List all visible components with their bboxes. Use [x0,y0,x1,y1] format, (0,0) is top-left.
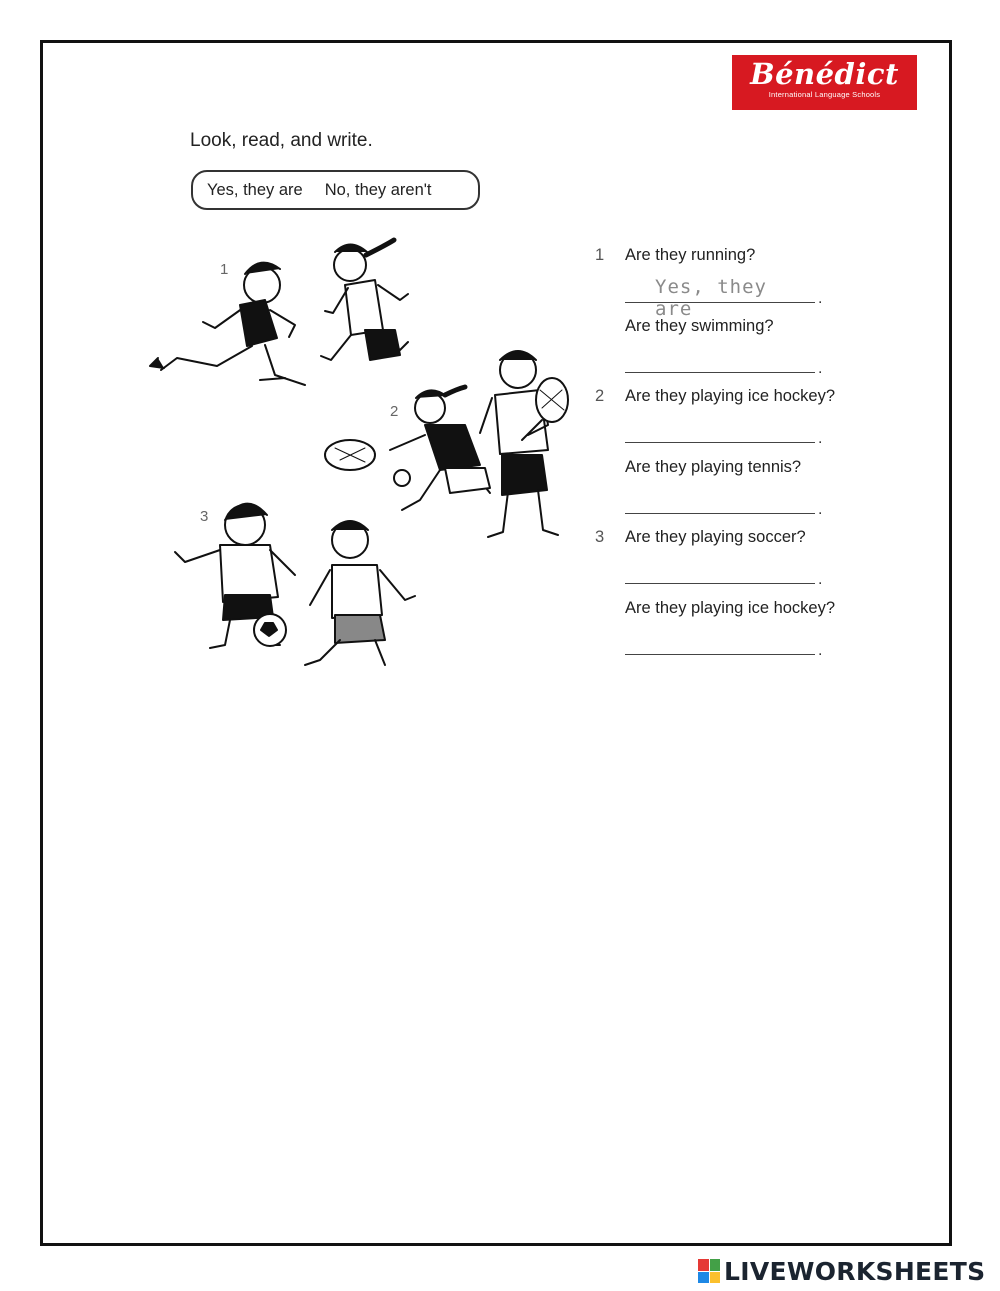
question-text: Are they playing tennis? [625,458,802,476]
picture-number-3: 3 [200,508,209,525]
question-text: Are they playing ice hockey? [625,599,836,617]
word-box [191,170,480,210]
answer-text: Yes, they are [655,276,767,320]
question-text: Are they playing ice hockey? [625,387,836,405]
sports-illustration [140,230,580,680]
picture-number-1: 1 [220,261,229,278]
answer-field-6[interactable] [625,628,823,659]
running-girl-figure [321,240,408,360]
benedict-logo [732,55,917,110]
answer-period: . [818,571,823,588]
question-text: Are they running? [625,246,756,264]
answer-period: . [818,290,823,307]
picture-number-2: 2 [390,403,399,420]
question-number: 2 [595,387,605,405]
brand-text: LIVEWORKSHEETS [724,1256,986,1286]
answer-field-5[interactable] [625,557,823,588]
answer-period: . [818,360,823,377]
answer-period: . [818,501,823,518]
answer-field-2[interactable] [625,346,823,377]
instruction-heading: Look, read, and write. [190,130,373,151]
liveworksheets-icon [698,1259,720,1283]
liveworksheets-brand [698,1256,985,1286]
answer-field-4[interactable] [625,487,823,518]
tennis-boy-figure [480,351,568,537]
question-number: 1 [595,246,605,264]
answer-field-3[interactable] [625,416,823,447]
answer-period: . [818,430,823,447]
answer-field-1[interactable] [625,276,823,320]
soccer-boy-figure [305,521,415,665]
word-option-no: No, they aren't [324,180,432,199]
logo-tagline: International Language Schools [768,90,881,99]
running-boy-figure [150,263,305,385]
question-number: 3 [595,528,605,546]
question-text: Are they swimming? [625,317,774,335]
logo-name: Bénédict [750,57,899,91]
tennis-girl-figure [325,387,490,510]
soccer-girl-figure [175,504,295,648]
question-text: Are they playing soccer? [625,528,806,546]
word-option-yes: Yes, they are [207,180,303,199]
answer-period: . [818,642,823,659]
